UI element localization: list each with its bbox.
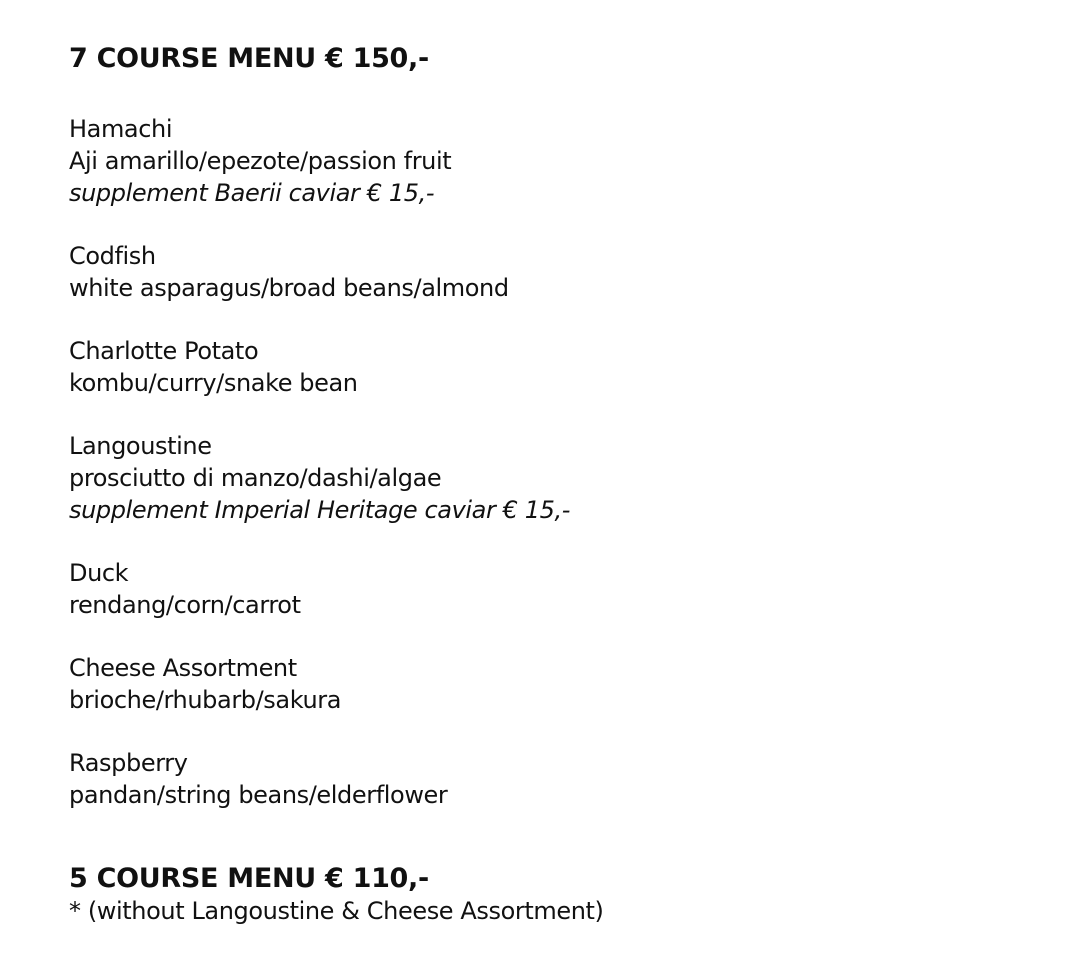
course-description: prosciutto di manzo/dashi/algae: [69, 464, 442, 492]
course-supplement: supplement Baerii caviar € 15,-: [69, 179, 435, 207]
course-item: [69, 113, 1059, 209]
course-description: pandan/string beans/elderflower: [69, 781, 448, 809]
course-description: white asparagus/broad beans/almond: [69, 274, 509, 302]
course-description: kombu/curry/snake bean: [69, 369, 358, 397]
menu-5-title: 5 COURSE MENU € 110,-: [69, 863, 429, 894]
course-name: Raspberry: [69, 749, 188, 777]
course-item: [69, 430, 1059, 526]
course-name: Cheese Assortment: [69, 654, 297, 682]
course-name: Codfish: [69, 242, 156, 270]
course-name: Langoustine: [69, 432, 212, 460]
course-item: [69, 557, 1059, 621]
course-name: Duck: [69, 559, 129, 587]
course-item: [69, 240, 1059, 304]
course-name: Hamachi: [69, 115, 173, 143]
course-description: brioche/rhubarb/sakura: [69, 686, 342, 714]
menu-5-note: * (without Langoustine & Cheese Assortment): [69, 897, 604, 925]
course-description: Aji amarillo/epezote/passion fruit: [69, 147, 452, 175]
course-item: [69, 652, 1059, 716]
course-description: rendang/corn/carrot: [69, 591, 301, 619]
course-supplement: supplement Imperial Heritage caviar € 15,-: [69, 496, 571, 524]
menu-7-title: 7 COURSE MENU € 150,-: [69, 43, 429, 74]
course-item: [69, 335, 1059, 399]
course-list: [69, 113, 1059, 811]
menu-page: [69, 42, 1059, 927]
course-name: Charlotte Potato: [69, 337, 259, 365]
course-item: [69, 747, 1059, 811]
